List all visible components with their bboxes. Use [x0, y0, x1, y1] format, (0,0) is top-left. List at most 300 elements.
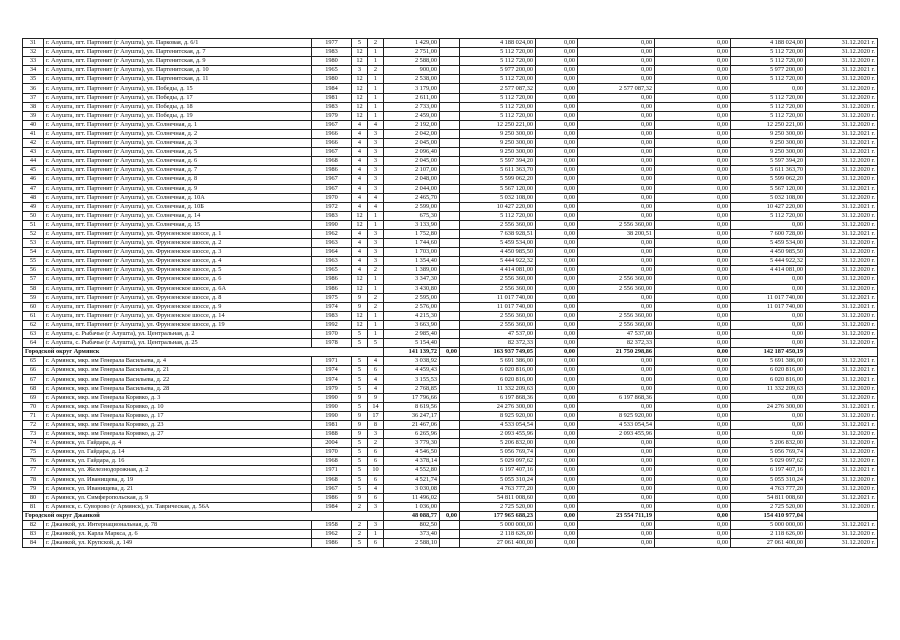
year-cell: 1968 — [312, 475, 352, 484]
entrances-cell: 2 — [368, 39, 384, 48]
address-cell: г. Алушта, пгт. Партенит (г Алушта), ул. Фрунзенское шоссе, д. 5 — [44, 266, 312, 275]
fund-cell: 0,00 — [536, 430, 578, 439]
total-cost-cell: 5 206 832,00 — [460, 439, 536, 448]
floors-cell: 9 — [352, 302, 368, 311]
area-cell: 4 521,74 — [384, 475, 440, 484]
row-number: 72 — [23, 420, 44, 429]
fund-cell: 7 600 728,00 — [731, 229, 806, 238]
blank-cell — [440, 266, 460, 275]
total-cost-cell: 10 427 220,00 — [460, 202, 536, 211]
fund-cell: 4 414 081,00 — [731, 266, 806, 275]
deadline-cell: 31.12.2021 г. — [806, 184, 878, 193]
fund-cell: 2 556 360,00 — [578, 275, 655, 284]
fund-cell: 2 556 360,00 — [578, 220, 655, 229]
area-cell: 1 703,00 — [384, 248, 440, 257]
floors-cell: 12 — [352, 84, 368, 93]
fund-cell: 0,00 — [578, 384, 655, 393]
fund-cell: 0,00 — [536, 320, 578, 329]
year-cell: 1967 — [312, 484, 352, 493]
fund-cell: 0,00 — [655, 339, 731, 348]
entrances-cell: 6 — [368, 539, 384, 548]
fund-cell: 0,00 — [655, 120, 731, 129]
fund-cell: 0,00 — [655, 275, 731, 284]
blank-cell — [440, 66, 460, 75]
floors-cell: 5 — [352, 384, 368, 393]
fund-cell: 0,00 — [731, 411, 806, 420]
fund-cell: 5 112 720,00 — [731, 57, 806, 66]
table-row — [23, 193, 878, 202]
blank-cell — [440, 39, 460, 48]
table-row — [23, 466, 878, 475]
fund-cell: 0,00 — [536, 157, 578, 166]
area-cell: 1 036,00 — [384, 502, 440, 511]
area-cell: 4 459,43 — [384, 366, 440, 375]
table-row — [23, 402, 878, 411]
fund-cell: 11 332 209,63 — [731, 384, 806, 393]
address-cell: г. Алушта, пгт. Партенит (г Алушта), ул. Солнечная, д. 14 — [44, 211, 312, 220]
table-row — [23, 357, 878, 366]
fund-cell: 0,00 — [536, 184, 578, 193]
entrances-cell: 1 — [368, 530, 384, 539]
fund-cell: 5 691 386,00 — [731, 357, 806, 366]
fund-cell: 0,00 — [536, 93, 578, 102]
fund-cell: 0,00 — [655, 375, 731, 384]
row-number: 37 — [23, 93, 44, 102]
deadline-cell: 31.12.2020 г. — [806, 239, 878, 248]
area-cell: 1 752,80 — [384, 229, 440, 238]
address-cell: г. Армянск, ул. Иванищева, д. 19 — [44, 475, 312, 484]
deadline-cell: 31.12.2020 г. — [806, 475, 878, 484]
address-cell: г. Армянск, ул. Гайдара, д. 16 — [44, 457, 312, 466]
floors-cell: 9 — [352, 430, 368, 439]
fund-cell: 0,00 — [578, 357, 655, 366]
table-row — [23, 266, 878, 275]
fund-cell: 0,00 — [578, 502, 655, 511]
fund-cell: 0,00 — [536, 539, 578, 548]
row-number: 83 — [23, 530, 44, 539]
area-cell: 2 048,00 — [384, 175, 440, 184]
fund-cell: 54 811 008,60 — [731, 493, 806, 502]
fund-cell: 0,00 — [731, 430, 806, 439]
floors-cell: 5 — [352, 366, 368, 375]
fund-cell: 0,00 — [578, 484, 655, 493]
floors-cell: 4 — [352, 175, 368, 184]
blank-cell — [440, 175, 460, 184]
year-cell: 1986 — [312, 275, 352, 284]
fund-cell: 5 112 720,00 — [731, 75, 806, 84]
floors-cell: 4 — [352, 239, 368, 248]
floors-cell: 5 — [352, 466, 368, 475]
floors-cell: 5 — [352, 402, 368, 411]
blank-cell — [440, 111, 460, 120]
deadline-cell: 31.12.2020 г. — [806, 84, 878, 93]
fund-cell: 0,00 — [655, 139, 731, 148]
blank-cell — [440, 166, 460, 175]
address-cell: г. Армянск, ул. Симферопольская, д. 9 — [44, 493, 312, 502]
deadline-cell: 31.12.2020 г. — [806, 502, 878, 511]
year-cell: 2004 — [312, 439, 352, 448]
fund-cell: 0,00 — [655, 466, 731, 475]
total-cost-cell: 54 811 008,60 — [460, 493, 536, 502]
blank-cell — [440, 275, 460, 284]
fund-cell: 0,00 — [578, 539, 655, 548]
row-number: 35 — [23, 75, 44, 84]
fund-cell: 0,00 — [578, 111, 655, 120]
fund-cell: 0,00 — [536, 357, 578, 366]
address-cell: г. Алушта, пгт. Партенит (г Алушта), ул. Победы, д. 18 — [44, 102, 312, 111]
table-row — [23, 84, 878, 93]
blank-cell — [440, 339, 460, 348]
fund-cell: 0,00 — [655, 266, 731, 275]
row-number: 80 — [23, 493, 44, 502]
fund-cell: 82 372,33 — [578, 339, 655, 348]
total-cost-cell: 5 112 720,00 — [460, 211, 536, 220]
fund-cell: 0,00 — [536, 57, 578, 66]
fund-cell: 0,00 — [655, 311, 731, 320]
floors-cell: 5 — [352, 439, 368, 448]
year-cell: 1967 — [312, 175, 352, 184]
year-cell: 1971 — [312, 357, 352, 366]
total-cost-cell: 2 556 360,00 — [460, 284, 536, 293]
fund-cell: 0,00 — [536, 302, 578, 311]
blank-cell — [440, 466, 460, 475]
fund-cell: 0,00 — [536, 266, 578, 275]
blank-cell — [440, 502, 460, 511]
fund-cell: 0,00 — [655, 220, 731, 229]
table-row — [23, 184, 878, 193]
fund-cell: 0,00 — [536, 120, 578, 129]
fund-cell: 0,00 — [536, 220, 578, 229]
table-row — [23, 411, 878, 420]
fund-cell: 0,00 — [536, 102, 578, 111]
deadline-cell: 31.12.2020 г. — [806, 339, 878, 348]
fund-cell: 0,00 — [536, 111, 578, 120]
fund-cell: 0,00 — [578, 520, 655, 529]
blank-cell — [440, 84, 460, 93]
total-cost-cell: 6 020 816,00 — [460, 375, 536, 384]
entrances-cell: 17 — [368, 411, 384, 420]
year-cell: 1983 — [312, 311, 352, 320]
address-cell: г. Армянск, мкр. им Генерала Корявко, д. 3 — [44, 393, 312, 402]
fund-cell: 0,00 — [578, 493, 655, 502]
blank-cell — [440, 257, 460, 266]
row-number: 78 — [23, 475, 44, 484]
deadline-cell: 31.12.2020 г. — [806, 457, 878, 466]
floors-cell: 12 — [352, 211, 368, 220]
fund-cell: 0,00 — [578, 239, 655, 248]
blank-cell — [440, 248, 460, 257]
address-cell: г. Армянск, ул. Иванищева, д. 21 — [44, 484, 312, 493]
total-cost-cell: 82 372,33 — [460, 339, 536, 348]
fund-cell: 0,00 — [536, 448, 578, 457]
address-cell: г. Алушта, пгт. Партенит (г Алушта), ул. Фрунзенское шоссе, д. 4 — [44, 257, 312, 266]
year-cell: 1981 — [312, 93, 352, 102]
entrances-cell: 3 — [368, 148, 384, 157]
floors-cell: 4 — [352, 257, 368, 266]
total-cost-cell: 5 055 310,24 — [460, 475, 536, 484]
deadline-cell: 31.12.2020 г. — [806, 120, 878, 129]
fund-cell: 0,00 — [536, 457, 578, 466]
year-cell: 1986 — [312, 166, 352, 175]
year-cell: 1974 — [312, 302, 352, 311]
total-cost-cell: 6 020 816,00 — [460, 366, 536, 375]
blank-cell — [440, 393, 460, 402]
total-cost-cell: 2 118 626,00 — [460, 530, 536, 539]
year-cell: 1986 — [312, 284, 352, 293]
deadline-cell: 31.12.2021 г. — [806, 302, 878, 311]
year-cell: 1983 — [312, 102, 352, 111]
table-row — [23, 330, 878, 339]
floors-cell: 9 — [352, 493, 368, 502]
year-cell: 1962 — [312, 530, 352, 539]
fund-cell: 0,00 — [655, 357, 731, 366]
year-cell: 1983 — [312, 48, 352, 57]
blank-cell — [440, 220, 460, 229]
fund-cell: 12 250 221,00 — [731, 120, 806, 129]
fund-cell: 0,00 — [536, 466, 578, 475]
area-cell: 3 155,53 — [384, 375, 440, 384]
year-cell: 1979 — [312, 111, 352, 120]
blank-cell — [440, 475, 460, 484]
area-cell: 2 465,70 — [384, 193, 440, 202]
row-number: 67 — [23, 375, 44, 384]
deadline-cell: 31.12.2020 г. — [806, 220, 878, 229]
table-row — [23, 393, 878, 402]
deadline-cell: 31.12.2020 г. — [806, 311, 878, 320]
fund-cell: 0,00 — [655, 93, 731, 102]
year-cell: 1967 — [312, 184, 352, 193]
deadline-cell: 31.12.2021 г. — [806, 420, 878, 429]
row-number: 47 — [23, 184, 44, 193]
year-cell: 1972 — [312, 202, 352, 211]
fund-cell: 5 206 832,00 — [731, 439, 806, 448]
floors-cell: 5 — [352, 339, 368, 348]
total-cost-cell: 5 977 200,00 — [460, 66, 536, 75]
table-row — [23, 57, 878, 66]
deadline-cell: 31.12.2020 г. — [806, 211, 878, 220]
deadline-cell: 31.12.2020 г. — [806, 248, 878, 257]
area-cell: 3 030,08 — [384, 484, 440, 493]
area-cell: 4 546,50 — [384, 448, 440, 457]
total-cost-cell: 7 638 928,51 — [460, 229, 536, 238]
floors-cell: 5 — [352, 475, 368, 484]
row-number: 40 — [23, 120, 44, 129]
total-cost-cell: 5 032 108,00 — [460, 193, 536, 202]
floors-cell: 3 — [352, 66, 368, 75]
row-number: 71 — [23, 411, 44, 420]
row-number: 45 — [23, 166, 44, 175]
entrances-cell: 6 — [368, 493, 384, 502]
fund-cell: 0,00 — [655, 248, 731, 257]
blank-cell — [440, 402, 460, 411]
row-number: 44 — [23, 157, 44, 166]
total-cost-cell: 24 276 300,00 — [460, 402, 536, 411]
fund-cell: 0,00 — [578, 202, 655, 211]
address-cell: г. Армянск, ул. Гайдара, д. 4 — [44, 439, 312, 448]
row-number: 38 — [23, 102, 44, 111]
deadline-cell: 31.12.2020 г. — [806, 157, 878, 166]
area-cell: 3 133,90 — [384, 220, 440, 229]
fund-cell: 0,00 — [655, 366, 731, 375]
fund-cell: 5 000 000,00 — [731, 520, 806, 529]
total-cost-cell: 5 459 534,00 — [460, 239, 536, 248]
total-cost-cell: 5 056 769,74 — [460, 448, 536, 457]
fund-cell: 0,00 — [731, 220, 806, 229]
blank-cell — [440, 184, 460, 193]
entrances-cell: 2 — [368, 266, 384, 275]
entrances-cell: 3 — [368, 229, 384, 238]
area-cell: 21 467,06 — [384, 420, 440, 429]
fund-cell: 0,00 — [536, 229, 578, 238]
year-cell: 1965 — [312, 66, 352, 75]
address-cell: г. Алушта, пгт. Партенит (г Алушта), ул. Солнечная, д. 10А — [44, 193, 312, 202]
blank-cell — [440, 284, 460, 293]
fund-cell: 0,00 — [578, 93, 655, 102]
fund-cell: 0,00 — [536, 375, 578, 384]
address-cell: г. Алушта, пгт. Партенит (г Алушта), ул. Победы, д. 15 — [44, 84, 312, 93]
fund-cell: 0,00 — [655, 166, 731, 175]
area-cell: 2 985,40 — [384, 330, 440, 339]
fund-cell: 0,00 — [536, 339, 578, 348]
floors-cell: 4 — [352, 157, 368, 166]
fund-cell: 0,00 — [578, 302, 655, 311]
address-cell: г. Алушта, пгт. Партенит (г Алушта), ул. Солнечная, д. 7 — [44, 166, 312, 175]
floors-cell: 12 — [352, 320, 368, 329]
total-cost-cell: 2 093 455,96 — [460, 430, 536, 439]
fund-cell: 0,00 — [655, 211, 731, 220]
deadline-cell: 31.12.2021 г. — [806, 139, 878, 148]
entrances-cell: 1 — [368, 275, 384, 284]
fund-cell: 0,00 — [536, 129, 578, 138]
total-cost-cell: 2 725 520,00 — [460, 502, 536, 511]
fund-cell: 10 427 220,00 — [731, 202, 806, 211]
floors-cell: 12 — [352, 311, 368, 320]
fund-cell: 0,00 — [731, 420, 806, 429]
fund-cell: 0,00 — [655, 84, 731, 93]
blank-cell — [440, 202, 460, 211]
deadline-cell: 31.12.2020 г. — [806, 111, 878, 120]
table-row — [23, 111, 878, 120]
row-number: 32 — [23, 48, 44, 57]
address-cell: г. Армянск, ул. Гайдара, д. 14 — [44, 448, 312, 457]
fund-cell: 2 556 360,00 — [578, 320, 655, 329]
total-cost-cell: 5 444 922,32 — [460, 257, 536, 266]
fund-cell: 0,00 — [536, 475, 578, 484]
year-cell: 1974 — [312, 366, 352, 375]
table-row — [23, 166, 878, 175]
entrances-cell: 3 — [368, 257, 384, 266]
year-cell: 1975 — [312, 293, 352, 302]
year-cell: 1990 — [312, 411, 352, 420]
row-number: 55 — [23, 257, 44, 266]
fund-cell: 0,00 — [655, 430, 731, 439]
fund-cell: 2 556 360,00 — [578, 284, 655, 293]
deadline-cell: 31.12.2020 г. — [806, 275, 878, 284]
row-number: 46 — [23, 175, 44, 184]
row-number: 74 — [23, 439, 44, 448]
table-row — [23, 220, 878, 229]
total-cost-cell: 5 611 363,70 — [460, 166, 536, 175]
fund-cell: 0,00 — [578, 193, 655, 202]
fund-cell: 0,00 — [578, 120, 655, 129]
address-cell: г. Алушта, с. Рыбачье (г Алушта), ул. Центральная, д. 25 — [44, 339, 312, 348]
fund-cell: 0,00 — [655, 520, 731, 529]
area-cell: 2 751,00 — [384, 48, 440, 57]
fund-cell: 0,00 — [536, 193, 578, 202]
year-cell: 1992 — [312, 320, 352, 329]
blank-cell — [440, 357, 460, 366]
blank-cell — [440, 520, 460, 529]
entrances-cell: 3 — [368, 248, 384, 257]
year-cell: 1980 — [312, 75, 352, 84]
entrances-cell: 2 — [368, 439, 384, 448]
year-cell: 1984 — [312, 84, 352, 93]
area-cell: 1 744,60 — [384, 239, 440, 248]
year-cell: 1990 — [312, 402, 352, 411]
fund-cell: 0,00 — [655, 439, 731, 448]
subtotal-cell: 0,00 — [655, 348, 731, 357]
blank-cell — [440, 229, 460, 238]
area-cell: 2 107,00 — [384, 166, 440, 175]
address-cell: г. Алушта, пгт. Партенит (г Алушта), ул. Фрунзенское шоссе, д. 9 — [44, 302, 312, 311]
fund-cell: 0,00 — [578, 266, 655, 275]
fund-cell: 0,00 — [536, 366, 578, 375]
fund-cell: 47 537,00 — [578, 330, 655, 339]
deadline-cell: 31.12.2021 г. — [806, 293, 878, 302]
area-cell: 2 588,00 — [384, 57, 440, 66]
year-cell: 1963 — [312, 257, 352, 266]
deadline-cell: 31.12.2020 г. — [806, 266, 878, 275]
fund-cell: 0,00 — [655, 39, 731, 48]
table-row — [23, 448, 878, 457]
fund-cell: 5 977 200,00 — [731, 66, 806, 75]
entrances-cell: 1 — [368, 311, 384, 320]
entrances-cell: 2 — [368, 293, 384, 302]
fund-cell: 0,00 — [536, 39, 578, 48]
fund-cell: 0,00 — [536, 293, 578, 302]
fund-cell: 9 250 300,00 — [731, 148, 806, 157]
fund-cell: 5 112 720,00 — [731, 111, 806, 120]
address-cell: г. Алушта, пгт. Партенит (г Алушта), ул. Солнечная, д. 10Б — [44, 202, 312, 211]
floors-cell: 5 — [352, 448, 368, 457]
area-cell: 2 576,00 — [384, 302, 440, 311]
blank-cell — [440, 302, 460, 311]
fund-cell: 6 197 407,16 — [731, 466, 806, 475]
row-number: 60 — [23, 302, 44, 311]
area-cell: 2 733,00 — [384, 102, 440, 111]
total-cost-cell: 6 197 407,16 — [460, 466, 536, 475]
year-cell: 1970 — [312, 193, 352, 202]
address-cell: г. Алушта, пгт. Партенит (г Алушта), ул. Парковая, д. 6/1 — [44, 39, 312, 48]
address-cell: г. Армянск, мкр. им Генерала Корявко, д. 27 — [44, 430, 312, 439]
fund-cell: 0,00 — [655, 530, 731, 539]
year-cell: 1979 — [312, 384, 352, 393]
table-row — [23, 302, 878, 311]
fund-cell: 0,00 — [536, 439, 578, 448]
table-row — [23, 539, 878, 548]
row-number: 73 — [23, 430, 44, 439]
total-cost-cell: 9 250 300,00 — [460, 139, 536, 148]
fund-cell: 5 567 120,00 — [731, 184, 806, 193]
year-cell: 1974 — [312, 375, 352, 384]
fund-cell: 0,00 — [578, 375, 655, 384]
fund-cell: 0,00 — [578, 257, 655, 266]
subtotal-cell: 142 187 450,19 — [731, 348, 806, 357]
fund-cell: 0,00 — [536, 75, 578, 84]
total-cost-cell: 11 017 740,00 — [460, 293, 536, 302]
area-cell: 3 179,00 — [384, 84, 440, 93]
table-row — [23, 211, 878, 220]
